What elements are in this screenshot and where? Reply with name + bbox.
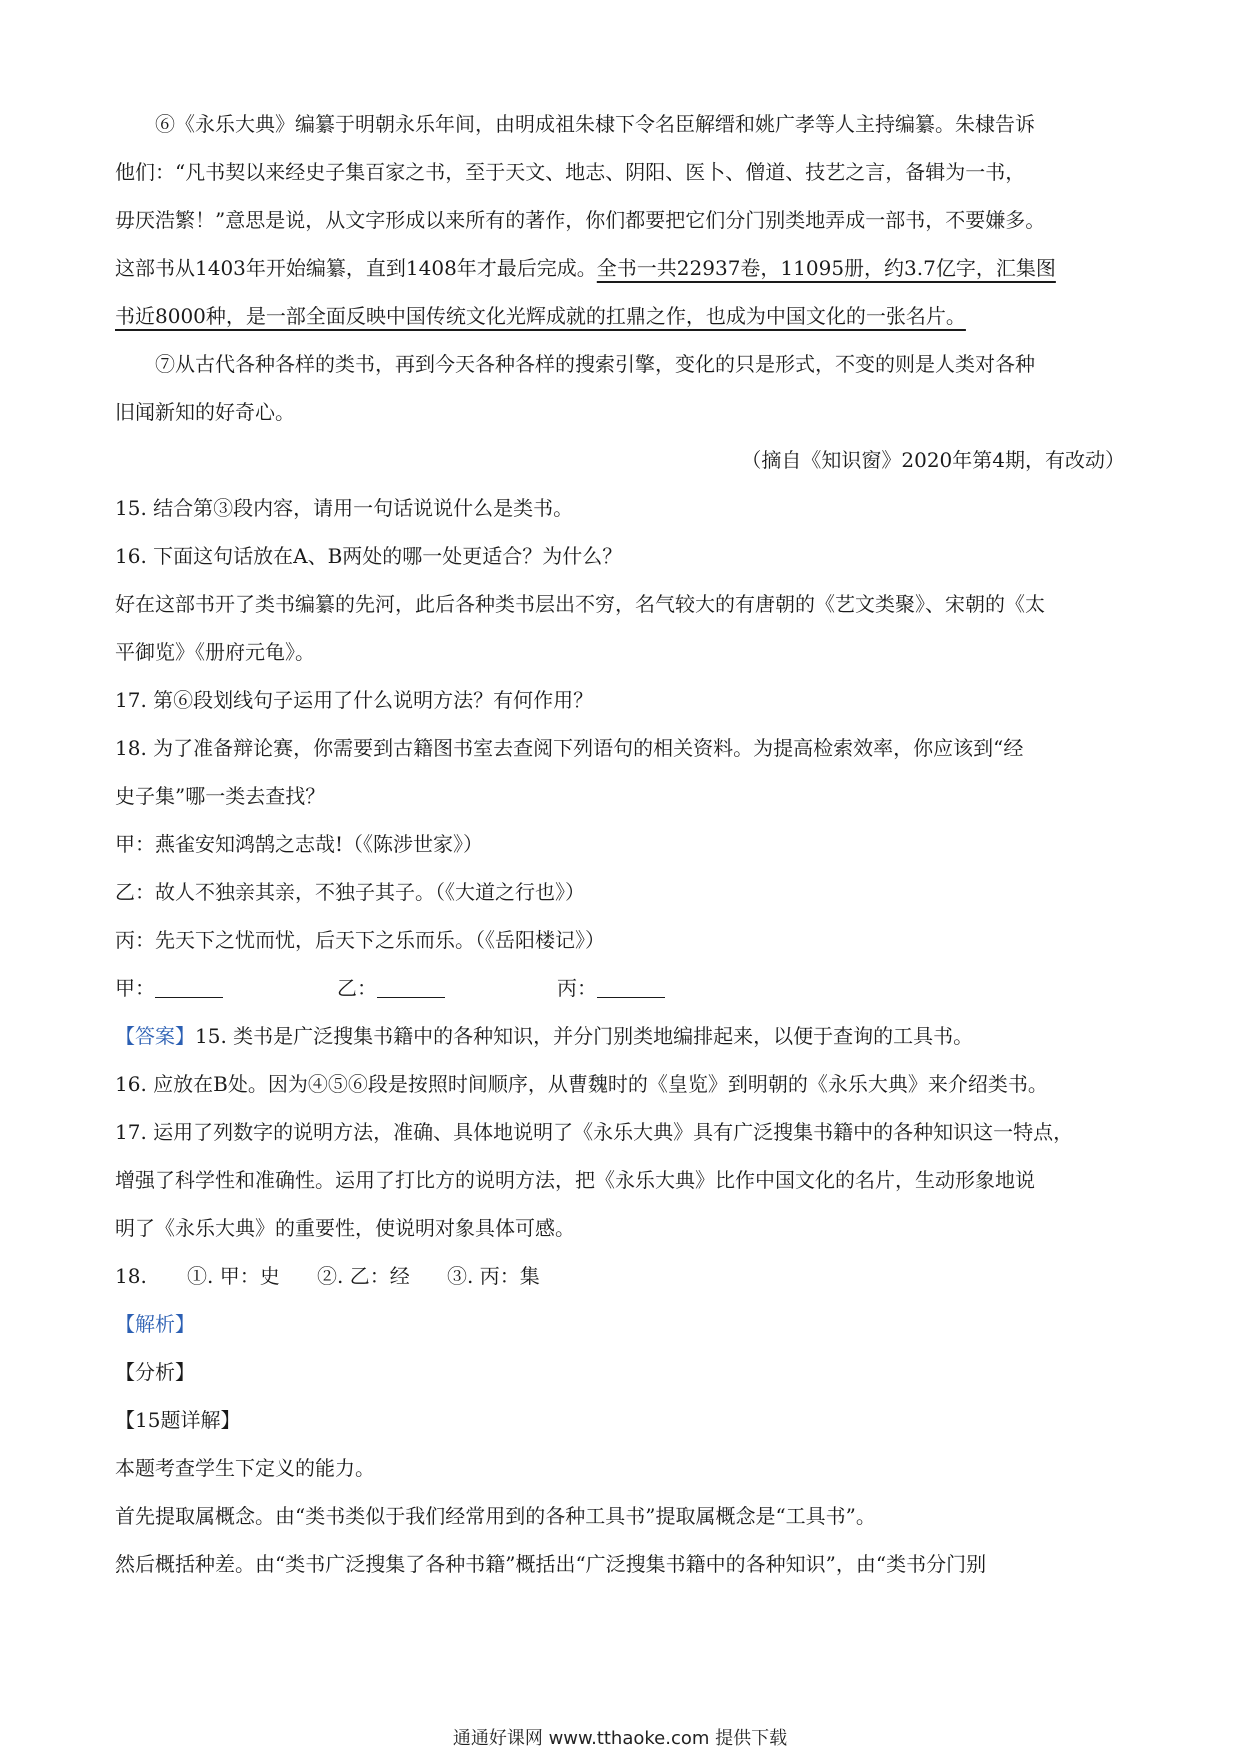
analysis-line-3: 然后概括种差。由“类书广泛搜集了各种书籍”概括出“广泛搜集书籍中的各种知识”，由“类书分门别 (115, 1552, 987, 1576)
question-18-blanks (115, 964, 1133, 1012)
analysis-label: 【解析】 (115, 1312, 195, 1336)
answer-18 (115, 1252, 1133, 1300)
underlined-sentence-part-1: 全书一共22937卷，11095册，约3.7亿字，汇集图 (596, 256, 1056, 280)
passage-p6-line-2: 他们：“凡书契以来经史子集百家之书，至于天文、地志、阴阳、医卜、僧道、技艺之言，备辑为一书， (115, 160, 1026, 184)
question-18-item-yi: 乙：故人不独亲其亲，不独子其子。（《大道之行也》） (115, 880, 585, 904)
answer-17-line-2: 增强了科学性和准确性。运用了打比方的说明方法，把《永乐大典》比作中国文化的名片，生动形象地说 (115, 1168, 1035, 1192)
answer-15 (115, 1012, 1133, 1060)
blank-slot-jia (115, 964, 337, 1012)
page-footer: 通通好课网 www.tthaoke.com 提供下载 (452, 1728, 788, 1749)
blank-label-jia: 甲： (115, 976, 155, 1000)
passage-p6-line-4 (115, 244, 1133, 292)
answer-18-part-1: ①. 甲：史 (187, 1264, 280, 1288)
page-content (115, 100, 1133, 1588)
analysis-fenxi: 【分析】 (115, 1360, 195, 1384)
answer-17-line-3: 明了《永乐大典》的重要性，使说明对象具体可感。 (115, 1216, 575, 1240)
blank-slot-bing (557, 964, 667, 1012)
analysis-line-2: 首先提取属概念。由“类书类似于我们经常用到的各种工具书”提取属概念是“工具书”。 (115, 1504, 876, 1528)
passage-p7-line-2: 旧闻新知的好奇心。 (115, 400, 295, 424)
answer-17-line-1: 17. 运用了列数字的说明方法，准确、具体地说明了《永乐大典》具有广泛搜集书籍中的各种知识这一特点， (115, 1120, 1074, 1144)
passage-p7-line-1: ⑦从古代各种各样的类书，再到今天各种各样的搜索引擎，变化的只是形式，不变的则是人类对各种 (155, 352, 1035, 376)
passage-p6-line-4-plain: 这部书从1403年开始编纂，直到1408年才最后完成。 (115, 256, 597, 280)
question-17: 17. 第⑥段划线句子运用了什么说明方法？有何作用？ (115, 688, 594, 712)
passage-p6-line-1: ⑥《永乐大典》编纂于明朝永乐年间，由明成祖朱棣下令名臣解缙和姚广孝等人主持编纂。朱棣告诉 (155, 112, 1035, 136)
analysis-line-1: 本题考查学生下定义的能力。 (115, 1456, 375, 1480)
question-18-item-jia: 甲：燕雀安知鸿鹄之志哉!（《陈涉世家》） (115, 832, 484, 856)
blank-slot-yi (337, 964, 557, 1012)
blank-label-yi: 乙： (337, 976, 377, 1000)
answer-blank-bing[interactable] (597, 977, 665, 998)
analysis-q15-detail: 【15题详解】 (115, 1408, 241, 1432)
question-15: 15. 结合第③段内容，请用一句话说说什么是类书。 (115, 496, 574, 520)
answer-label: 【答案】 (115, 1024, 195, 1048)
passage-p6-line-5 (115, 292, 1133, 340)
question-16-sentence-line-2: 平御览》《册府元龟》。 (115, 640, 315, 664)
passage-source: （摘自《知识窗》2020年第4期，有改动） (741, 448, 1125, 472)
question-16-sentence-line-1: 好在这部书开了类书编纂的先河，此后各种类书层出不穷，名气较大的有唐朝的《艺文类聚》、宋朝的《太 (115, 592, 1045, 616)
question-18-item-bing: 丙：先天下之忧而忧，后天下之乐而乐。（《岳阳楼记》） (115, 928, 605, 952)
question-18-line-1: 18. 为了准备辩论赛，你需要到古籍图书室去查阅下列语句的相关资料。为提高检索效率，你应该到“经 (115, 736, 1024, 760)
answer-18-part-2: ②. 乙：经 (317, 1264, 410, 1288)
answer-16: 16. 应放在B处。因为④⑤⑥段是按照时间顺序，从曹魏时的《皇览》到明朝的《永乐大典》来介绍类书。 (115, 1072, 1048, 1096)
blank-label-bing: 丙： (557, 976, 597, 1000)
question-18-line-2: 史子集”哪一类去查找？ (115, 784, 326, 808)
answer-18-number: 18. (115, 1264, 147, 1288)
answer-18-part-3: ③. 丙：集 (447, 1264, 540, 1288)
question-16: 16. 下面这句话放在A、B两处的哪一处更适合？为什么？ (115, 544, 623, 568)
underlined-sentence-part-2: 书近8000种，是一部全面反映中国传统文化光辉成就的扛鼎之作，也成为中国文化的一张名片。 (115, 304, 966, 328)
answer-blank-yi[interactable] (377, 977, 445, 998)
answer-15-text: 15. 类书是广泛搜集书籍中的各种知识，并分门别类地编排起来，以便于查询的工具书。 (195, 1024, 974, 1048)
passage-p6-line-3: 毋厌浩繁！”意思是说，从文字形成以来所有的著作，你们都要把它们分门别类地弄成一部书，不要嫌多。 (115, 208, 1046, 232)
answer-blank-jia[interactable] (155, 977, 223, 998)
